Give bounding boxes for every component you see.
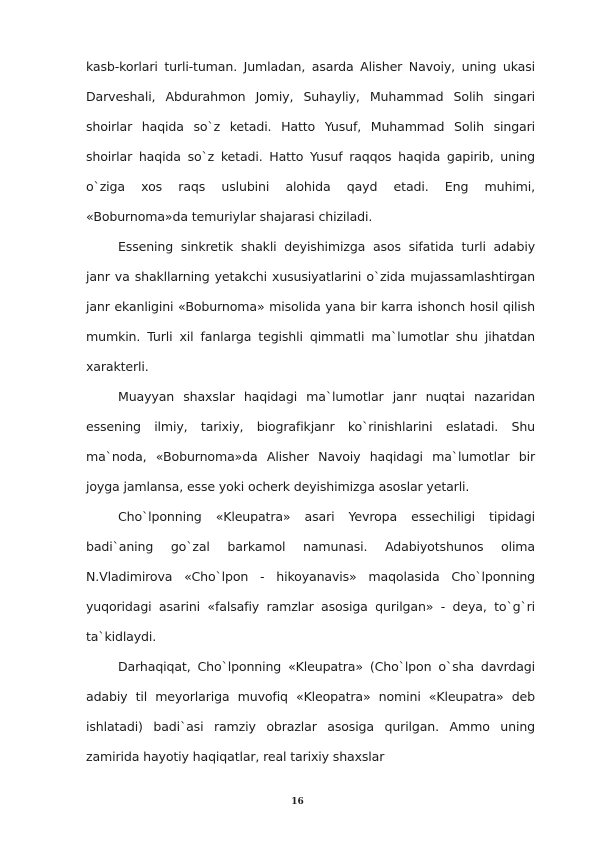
paragraph-1: kasb-korlari turli-tuman. Jumladan, asarda Alisher Navoiy, uning ukasi Darveshali, Abdurahmon Jomiy, Suhayliy, Muhammad Solih singari shoirlar haqida so`z ketadi. Hatto Yusuf, Muhammad Solih singari shoirlar haqida so`z ketadi. Hatto Yusuf raqqos haqida gapirib, uning o`ziga xos raqs uslubini alohida qayd etadi. Eng muhimi, «Boburnoma»da temuriylar shajarasi chiziladi. (86, 59, 535, 224)
page-number: 16 (291, 797, 304, 807)
document-body (86, 52, 535, 772)
paragraph-3: Muayyan shaxslar haqidagi ma`lumotlar janr nuqtai nazaridan essening ilmiy, tarixiy, biografikjanr ko`rinishlarini eslatadi. Shu ma`noda, «Boburnoma»da Alisher Navoiy haqidagi ma`lumotlar bir joyga jamlansa, esse yoki ocherk deyishimizga asoslar yetarli. (86, 389, 535, 494)
paragraph-5: Darhaqiqat, Cho`lponning «Kleupatra» (Cho`lpon o`sha davrdagi adabiy til meyorlariga muvofiq «Kleopatra» nomini «Kleupatra» deb ishlatadi) badi`asi ramziy obrazlar asosiga qurilgan. Ammo uning zamirida hayotiy haqiqatlar, real tarixiy shaxslar (86, 659, 535, 764)
paragraph-2: Essening sinkretik shakli deyishimizga asos sifatida turli adabiy janr va shakllarning yetakchi xususiyatlarini o`zida mujassamlashtirgan janr ekanligini «Boburnoma» misolida yana bir karra ishonch hosil qilish mumkin. Turli xil fanlarga tegishli qimmatli ma`lumotlar shu jihatdan xarakterli. (86, 239, 535, 374)
paragraph-4: Cho`lponning «Kleupatra» asari Yevropa essechiligi tipidagi badi`aning go`zal barkamol namunasi. Adabiyotshunos olima N.Vladimirova «Cho`lpon - hikoyanavis» maqolasida Cho`lponning yuqoridagi asarini «falsafiy ramzlar asosiga qurilgan» - deya, to`g`ri ta`kidlaydi. (86, 509, 535, 644)
